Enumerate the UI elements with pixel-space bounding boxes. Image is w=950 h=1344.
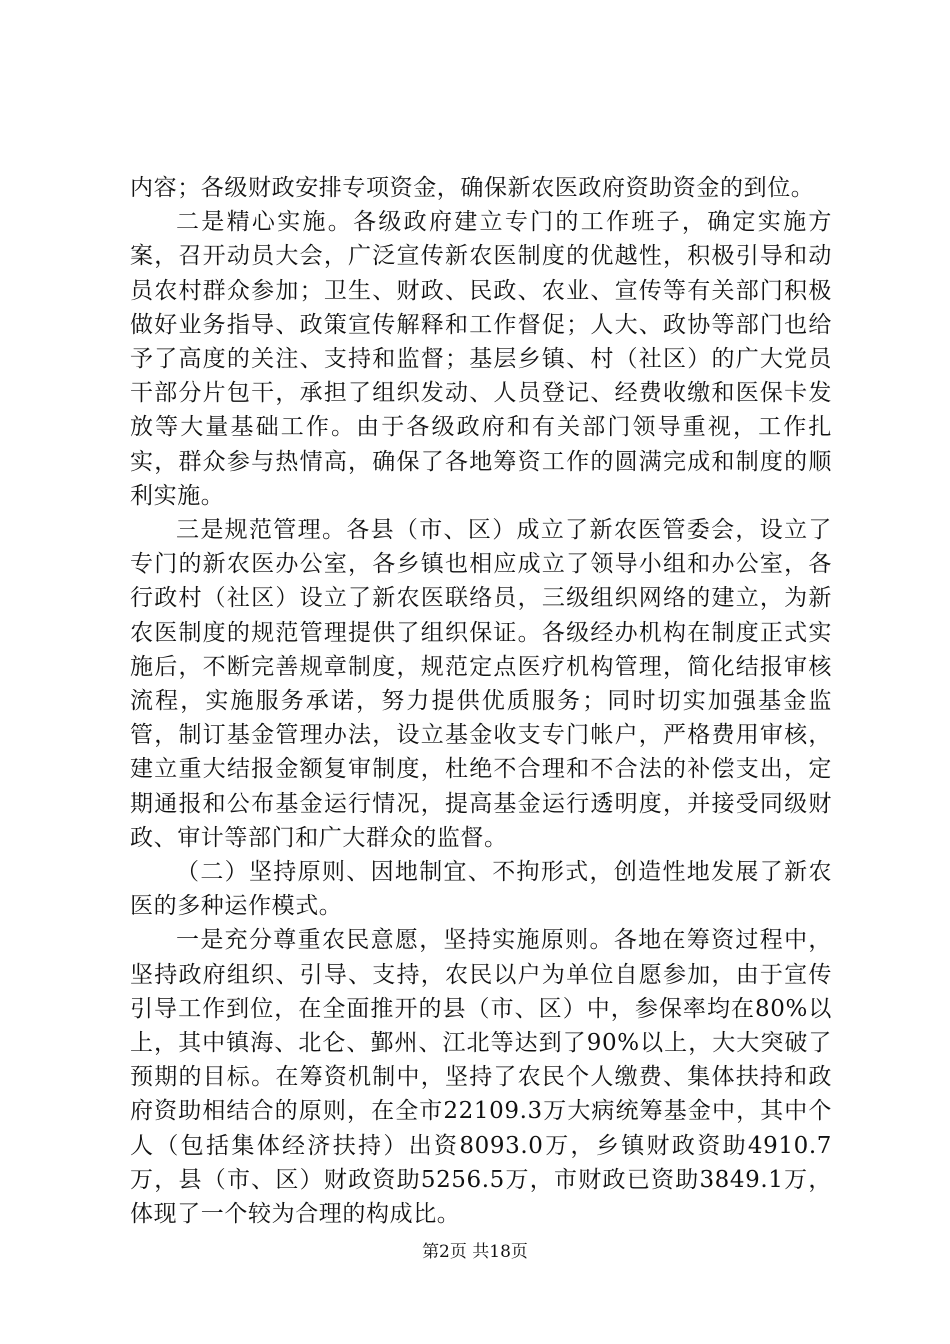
section-heading-two: （二）坚持原则、因地制宜、不拘形式，创造性地发展了新农医的多种运作模式。	[130, 859, 832, 920]
document-body	[130, 171, 832, 1231]
paragraph-standard-management: 三是规范管理。各县（市、区）成立了新农医管委会，设立了专门的新农医办公室，各乡镇也相应成立了领导小组和办公室，各行政村（社区）设立了新农医联络员，三级组织网络的建立，为新农医制度的规范管理提供了组织保证。各级经办机构在制度正式实施后，不断完善规章制度，规范定点医疗机构管理，简化结报审核流程，实施服务承诺，努力提供优质服务；同时切实加强基金监管，制订基金管理办法，设立基金收支专门帐户，严格费用审核，建立重大结报金额复审制度，杜绝不合理和不合法的补偿支出，定期通报和公布基金运行情况，提高基金运行透明度，并接受同级财政、审计等部门和广大群众的监督。	[130, 517, 832, 851]
paragraph-careful-implementation: 二是精心实施。各级政府建立专门的工作班子，确定实施方案，召开动员大会，广泛宣传新农医制度的优越性，积极引导和动员农村群众参加；卫生、财政、民政、农业、宣传等有关部门积极做好业务指导、政策宣传解释和工作督促；人大、政协等部门也给予了高度的关注、支持和监督；基层乡镇、村（社区）的广大党员干部分片包干，承担了组织发动、人员登记、经费收缴和医保卡发放等大量基础工作。由于各级政府和有关部门领导重视，工作扎实，群众参与热情高，确保了各地筹资工作的圆满完成和制度的顺利实施。	[130, 209, 832, 509]
page-number-footer: 第2页 共18页	[422, 1242, 528, 1262]
paragraph-respect-farmers: 一是充分尊重农民意愿，坚持实施原则。各地在筹资过程中，坚持政府组织、引导、支持，农民以户为单位自愿参加，由于宣传引导工作到位，在全面推开的县（市、区）中，参保率均在80%以上，其中镇海、北仑、鄞州、江北等达到了90%以上，大大突破了预期的目标。在筹资机制中，坚持了农民个人缴费、集体扶持和政府资助相结合的原则，在全市22109.3万大病统筹基金中，其中个人（包括集体经济扶持）出资8093.0万，乡镇财政资助4910.7万，县（市、区）财政资助5256.5万，市财政已资助3849.1万，体现了一个较为合理的构成比。	[130, 927, 832, 1228]
paragraph-continuation: 内容；各级财政安排专项资金，确保新农医政府资助资金的到位。	[130, 175, 815, 201]
